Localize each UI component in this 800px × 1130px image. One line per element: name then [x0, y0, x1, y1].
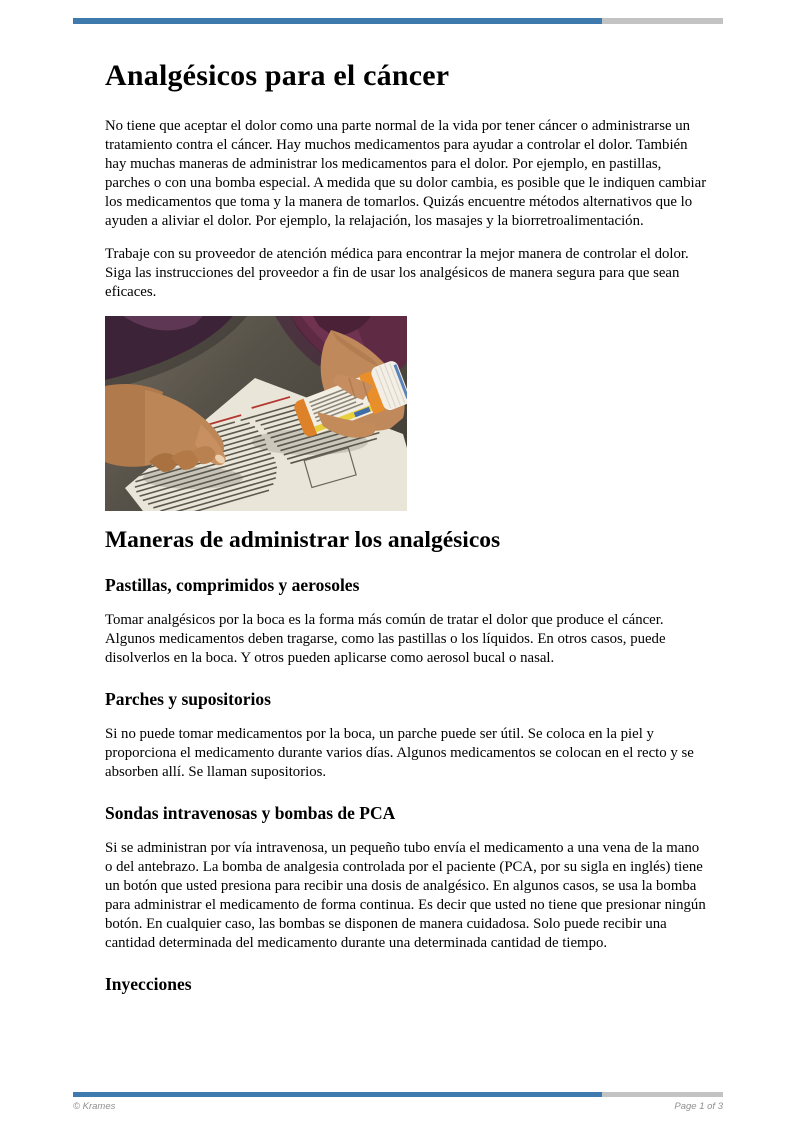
- subsection-heading-sondas: Sondas intravenosas y bombas de PCA: [105, 803, 396, 823]
- subsection-heading-inyecciones: Inyecciones: [105, 974, 192, 994]
- photo-figure: [105, 316, 407, 511]
- subsection-body-parches: Si no puede tomar medicamentos por la boca, un parche puede ser útil. Se coloca en la piel y proporciona el medicamento durante varios días. Algunos medicamentos se colocan en el recto y se absorben allí. Se llaman supositorios.: [105, 726, 694, 780]
- subsection-body-pastillas: Tomar analgésicos por la boca es la forma más común de tratar el dolor que produce el cáncer. Algunos medicamentos deben tragarse, como las pastillas o los líquidos. En otros casos, puede disolverlos en la boca. Y otros pueden aplicarse como aerosol bucal o nasal.: [105, 612, 666, 666]
- footer-divider-bar: [73, 1092, 723, 1097]
- footer-divider-blue-segment: [73, 1092, 602, 1097]
- intro-paragraph-2: Trabaje con su proveedor de atención médica para encontrar la mejor manera de controlar el dolor. Siga las instrucciones del proveedor a fin de usar los analgésicos de manera segura para que sean eficaces.: [105, 246, 689, 300]
- copyright-text: © Krames: [73, 1101, 116, 1112]
- pill-bottle-document-photo: [105, 316, 407, 511]
- top-divider-bar: [73, 18, 723, 24]
- section-heading: Maneras de administrar los analgésicos: [105, 527, 501, 553]
- top-divider-gray-segment: [602, 18, 723, 24]
- article-body: [105, 50, 709, 1010]
- top-divider-blue-segment: [73, 18, 602, 24]
- page-footer: [73, 1101, 723, 1112]
- page-number: Page 1 of 3: [674, 1101, 723, 1112]
- footer-divider-gray-segment: [602, 1092, 723, 1097]
- page-title: Analgésicos para el cáncer: [105, 59, 450, 92]
- subsection-heading-pastillas: Pastillas, comprimidos y aerosoles: [105, 575, 360, 595]
- subsection-body-sondas: Si se administran por vía intravenosa, un pequeño tubo envía el medicamento a una vena de la mano o del antebrazo. La bomba de analgesia controlada por el paciente (PCA, por su sigla en inglés) tiene un botón que usted presiona para recibir una dosis de analgésico. En algunos casos, se usa la bomba para administrar el medicamento de forma continua. Es decir que usted no tiene que presionar ningún botón. En cualquier caso, las bombas se disponen de manera cuidadosa. Solo puede recibir una cantidad determinada del medicamento durante una determinada cantidad de tiempo.: [105, 840, 706, 951]
- subsection-heading-parches: Parches y supositorios: [105, 689, 271, 709]
- intro-paragraph-1: No tiene que aceptar el dolor como una parte normal de la vida por tener cáncer o administrarse un tratamiento contra el cáncer. Hay muchos medicamentos para ayudar a controlar el dolor. También hay muchas maneras de administrar los medicamentos para el dolor. Por ejemplo, en pastillas, parches o con una bomba especial. A medida que su dolor cambia, es posible que le indiquen cambiar los medicamentos que toma y la manera de tomarlos. Quizás encuentre métodos alternativos que lo ayuden a aliviar el dolor. Por ejemplo, la relajación, los masajes y la biorretroalimentación.: [105, 118, 707, 229]
